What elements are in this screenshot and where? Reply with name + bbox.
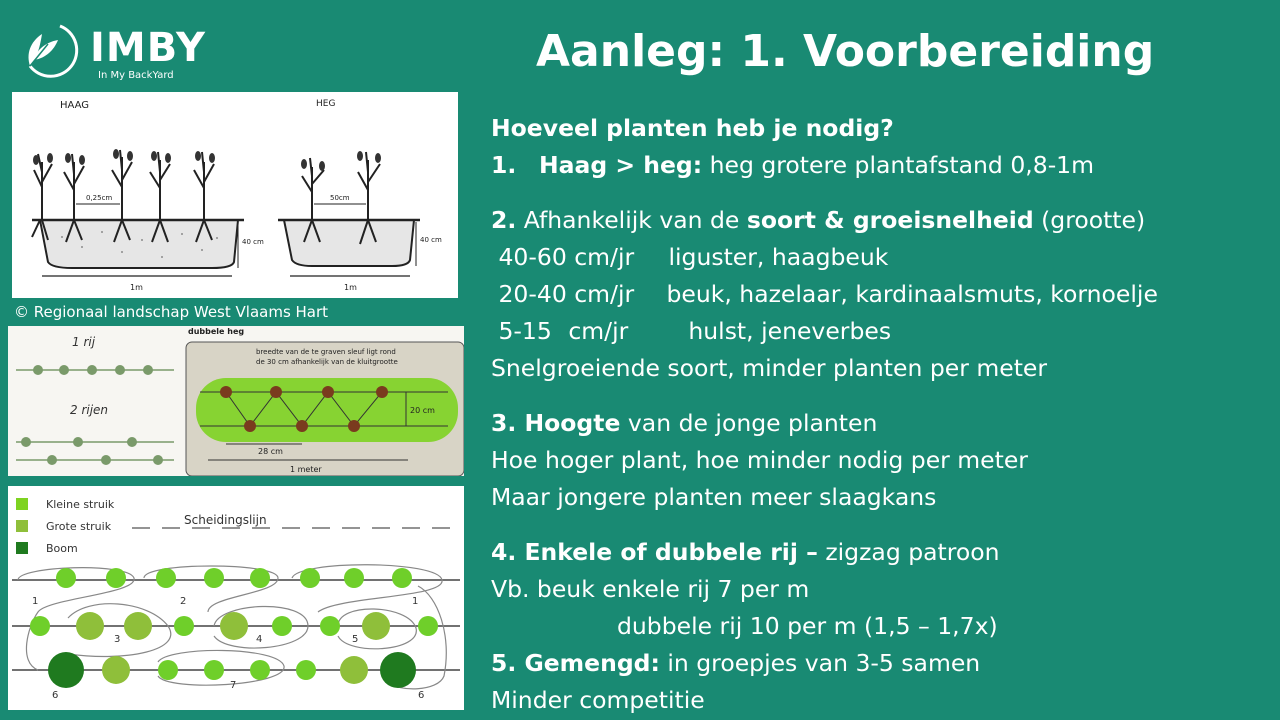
growth-row-2 <box>491 276 1271 313</box>
legend-large-shrub: Grote struik <box>46 520 112 533</box>
item-1-number: 1. <box>491 151 517 179</box>
heg-width-label: 1m <box>344 283 357 292</box>
imby-logo <box>20 20 206 82</box>
group-number: 4 <box>256 634 263 645</box>
item-2 <box>491 202 1271 239</box>
growth-row-1 <box>491 239 1271 276</box>
trench-note-2: de 30 cm afhankelijk van de kluitgrootte <box>256 358 398 366</box>
meter-label: 1 meter <box>290 465 322 474</box>
growth-row-3 <box>491 313 1271 350</box>
legend-swatch-tree <box>16 542 28 554</box>
item-2-bold: soort & groeisnelheid <box>746 206 1034 234</box>
item-4-bold: 4. Enkele of dubbele rij – <box>491 538 818 566</box>
haag-spacing-label: 0,25cm <box>86 194 113 202</box>
item-1-bold: Haag > heg: <box>539 151 703 179</box>
image-credit: © Regionaal landschap West Vlaams Hart <box>14 303 329 321</box>
item-4 <box>491 534 1271 571</box>
item-5-text: in groepjes van 3-5 samen <box>659 649 981 677</box>
legend-tree: Boom <box>46 542 78 555</box>
logo-subtitle: In My BackYard <box>98 70 174 81</box>
heg-spacing-label: 50cm <box>330 194 350 202</box>
mixed-hedge-drawing <box>8 486 464 710</box>
dubbele-heg-title: dubbele heg <box>188 327 245 336</box>
growth-species-2: beuk, hazelaar, kardinaalsmuts, kornoelje <box>666 280 1158 308</box>
item-3-text: van de jonge planten <box>620 409 878 437</box>
content-heading: Hoeveel planten heb je nodig? <box>491 114 894 142</box>
growth-species-1: liguster, haagbeuk <box>668 243 889 271</box>
item-4-line-3: dubbele rij 10 per m (1,5 – 1,7x) <box>617 612 998 640</box>
legend-small-shrub: Kleine struik <box>46 498 115 511</box>
group-number: 5 <box>352 634 359 645</box>
item-4-text: zigzag patroon <box>817 538 1000 566</box>
label-2rijen: 2 rijen <box>70 403 109 417</box>
item-3-line-3: Maar jongere planten meer slaagkans <box>491 483 937 511</box>
divider-label: Scheidingslijn <box>184 513 267 527</box>
group-number: 1 <box>412 596 419 607</box>
item-2-number: 2. <box>491 206 517 234</box>
legend-swatch-large <box>16 520 28 532</box>
growth-rate-1: 40-60 cm/jr <box>498 243 635 271</box>
growth-rate-3a: 5-15 <box>498 317 552 345</box>
rows-drawing <box>8 326 464 476</box>
heg-depth-label: 40 cm <box>420 236 442 244</box>
item-5-bold: 5. Gemengd: <box>491 649 660 677</box>
item-1 <box>491 147 1271 184</box>
group-number: 2 <box>180 596 187 607</box>
item-2-text-a: Afhankelijk van de <box>516 206 747 234</box>
leaf-circle-icon <box>20 20 84 80</box>
item-3-bold: 3. Hoogte <box>491 409 621 437</box>
growth-rate-3b: cm/jr <box>568 317 629 345</box>
row-distance-label: 20 cm <box>410 406 435 415</box>
item-1-text: heg grotere plantafstand 0,8-1m <box>702 151 1095 179</box>
group-number: 6 <box>418 690 425 701</box>
item-4-line-2: Vb. beuk enkele rij 7 per m <box>491 575 810 603</box>
trench-note-1: breedte van de te graven sleuf ligt rond <box>256 348 396 356</box>
logo-name: IMBY <box>90 25 206 71</box>
slide-content <box>491 110 1271 719</box>
growth-species-3: hulst, jeneverbes <box>688 317 892 345</box>
item-2-note: Snelgroeiende soort, minder planten per meter <box>491 354 1048 382</box>
planting-rows-diagram <box>8 326 464 476</box>
group-number: 3 <box>114 634 121 645</box>
label-heg: HEG <box>316 99 336 109</box>
group-number: 1 <box>32 596 39 607</box>
mixed-hedge-diagram <box>8 486 464 710</box>
slide-title: Aanleg: 1. Voorbereiding <box>536 26 1155 77</box>
haag-heg-drawing <box>12 92 458 298</box>
growth-rate-2: 20-40 cm/jr <box>498 280 635 308</box>
label-1rij: 1 rij <box>72 335 96 349</box>
haag-heg-sketch <box>12 92 458 298</box>
item-5 <box>491 645 1271 682</box>
item-3 <box>491 405 1271 442</box>
label-haag: HAAG <box>60 100 90 111</box>
group-number: 7 <box>230 680 237 691</box>
item-5-line-2: Minder competitie <box>491 686 705 714</box>
group-number: 6 <box>52 690 59 701</box>
legend-swatch-small <box>16 498 28 510</box>
item-2-text-b: (grootte) <box>1033 206 1146 234</box>
plant-distance-label: 28 cm <box>258 447 283 456</box>
haag-width-label: 1m <box>130 283 143 292</box>
item-3-line-2: Hoe hoger plant, hoe minder nodig per meter <box>491 446 1028 474</box>
haag-depth-label: 40 cm <box>242 238 264 246</box>
